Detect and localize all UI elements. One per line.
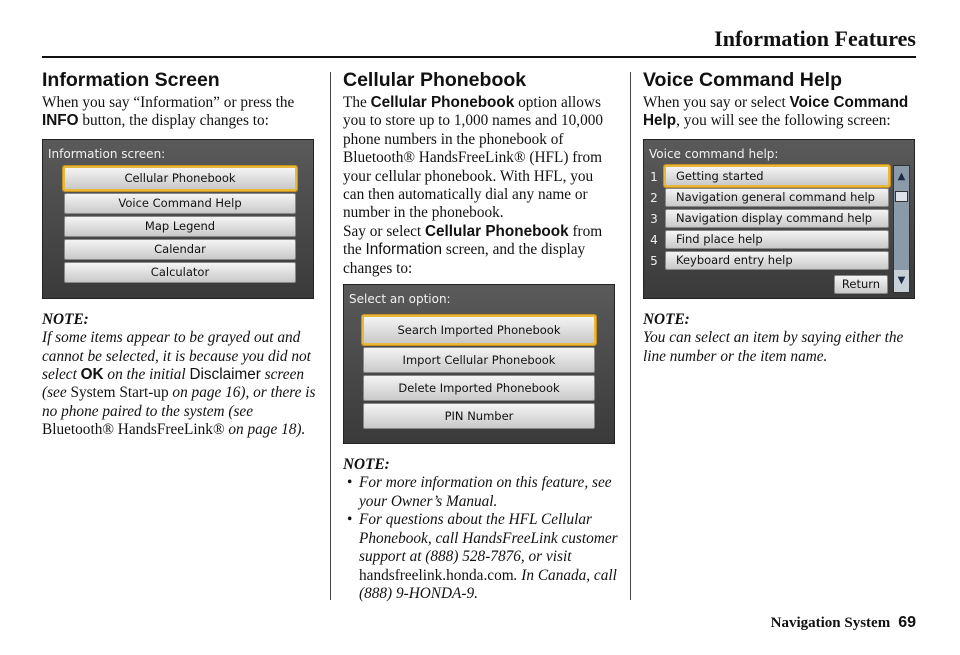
- section-heading: Voice Command Help: [643, 69, 843, 91]
- note-bullet: • For questions about the HFL Cellular Phonebook, call HandsFreeLink customer support at (888) 528-7876, or visit handsfreelink.honda.com. In Canada, call (888) 9-HONDA-9.: [343, 511, 618, 603]
- scroll-down-icon[interactable]: ▼: [894, 270, 909, 292]
- menu-item-voice-command-help[interactable]: Voice Command Help: [64, 193, 296, 214]
- note-bullet: • For more information on this feature, see your Owner’s Manual.: [343, 474, 618, 511]
- voice-command-help-screen-image: [643, 139, 915, 299]
- page-title: Information Features: [714, 26, 916, 51]
- help-item-getting-started[interactable]: Getting started: [664, 165, 890, 187]
- menu-item-cellular-phonebook[interactable]: Cellular Phonebook: [63, 166, 297, 191]
- scroll-up-icon[interactable]: ▲: [897, 170, 906, 182]
- voice-command-help-section: [643, 68, 918, 366]
- section-heading: Cellular Phonebook: [343, 69, 527, 91]
- menu-item-delete-imported-phonebook[interactable]: Delete Imported Phonebook: [363, 375, 595, 401]
- section-paragraph: When you say or select Voice Command Help, you will see the following screen:: [643, 94, 909, 130]
- scrollbar[interactable]: [893, 165, 910, 293]
- select-option-screen-image: [343, 284, 615, 444]
- information-screen-section: [42, 68, 317, 440]
- line-number: 2: [650, 190, 658, 205]
- menu-item-search-imported-phonebook[interactable]: Search Imported Phonebook: [362, 315, 596, 345]
- return-button[interactable]: Return: [834, 275, 888, 294]
- footer-label: Navigation System: [770, 615, 891, 631]
- help-item-navigation-general[interactable]: Navigation general command help: [665, 188, 889, 207]
- line-number: 4: [650, 232, 658, 247]
- screen-title: Voice command help:: [649, 146, 779, 161]
- menu-item-calendar[interactable]: Calendar: [64, 239, 296, 260]
- help-item-keyboard-entry[interactable]: Keyboard entry help: [665, 251, 889, 270]
- screen-title: Select an option:: [349, 292, 451, 307]
- menu-item-calculator[interactable]: Calculator: [64, 262, 296, 283]
- screen-title: Information screen:: [48, 146, 166, 161]
- header-rule: [42, 56, 916, 58]
- page-footer: [771, 614, 916, 632]
- information-screen-image: [42, 139, 314, 299]
- note-list: [343, 474, 618, 603]
- section-paragraph: The Cellular Phonebook option allows you to store up to 1,000 names and 10,000 phone numbers in the phonebook of Bluetooth® HandsFreeLink® (HFL) from your cellular phonebook. With HFL, you can then automatically dial any name or number in the phonebook.: [343, 94, 604, 222]
- line-number: 3: [650, 211, 658, 226]
- line-number: 5: [650, 253, 658, 268]
- scroll-thumb[interactable]: [895, 191, 908, 202]
- help-item-navigation-display[interactable]: Navigation display command help: [665, 209, 889, 228]
- column-divider: [330, 72, 331, 600]
- menu-item-map-legend[interactable]: Map Legend: [64, 216, 296, 237]
- cellular-phonebook-section: [343, 68, 618, 603]
- menu-item-pin-number[interactable]: PIN Number: [363, 403, 595, 429]
- note-text: If some items appear to be grayed out and cannot be selected, it is because you did not select OK on the initial Disclaimer screen (see System Start-up on page 16), or there is no phone paired to the system (see Bluetooth® HandsFreeLink® on page 18).: [42, 329, 316, 439]
- help-item-find-place[interactable]: Find place help: [665, 230, 889, 249]
- section-intro: When you say “Information” or press the INFO button, the display changes to:: [42, 94, 295, 130]
- note-heading: NOTE:: [343, 456, 390, 474]
- line-number: 1: [650, 169, 658, 184]
- section-heading: Information Screen: [42, 69, 220, 91]
- note-heading: NOTE:: [643, 310, 690, 328]
- section-paragraph: Say or select Cellular Phonebook from the Information screen, and the display changes to:: [343, 222, 603, 277]
- column-divider: [630, 72, 631, 600]
- menu-item-import-cellular-phonebook[interactable]: Import Cellular Phonebook: [363, 347, 595, 373]
- page-number: 69: [898, 614, 916, 631]
- note-heading: NOTE:: [42, 310, 89, 328]
- note-text: You can select an item by saying either the line number or the item name.: [643, 329, 904, 365]
